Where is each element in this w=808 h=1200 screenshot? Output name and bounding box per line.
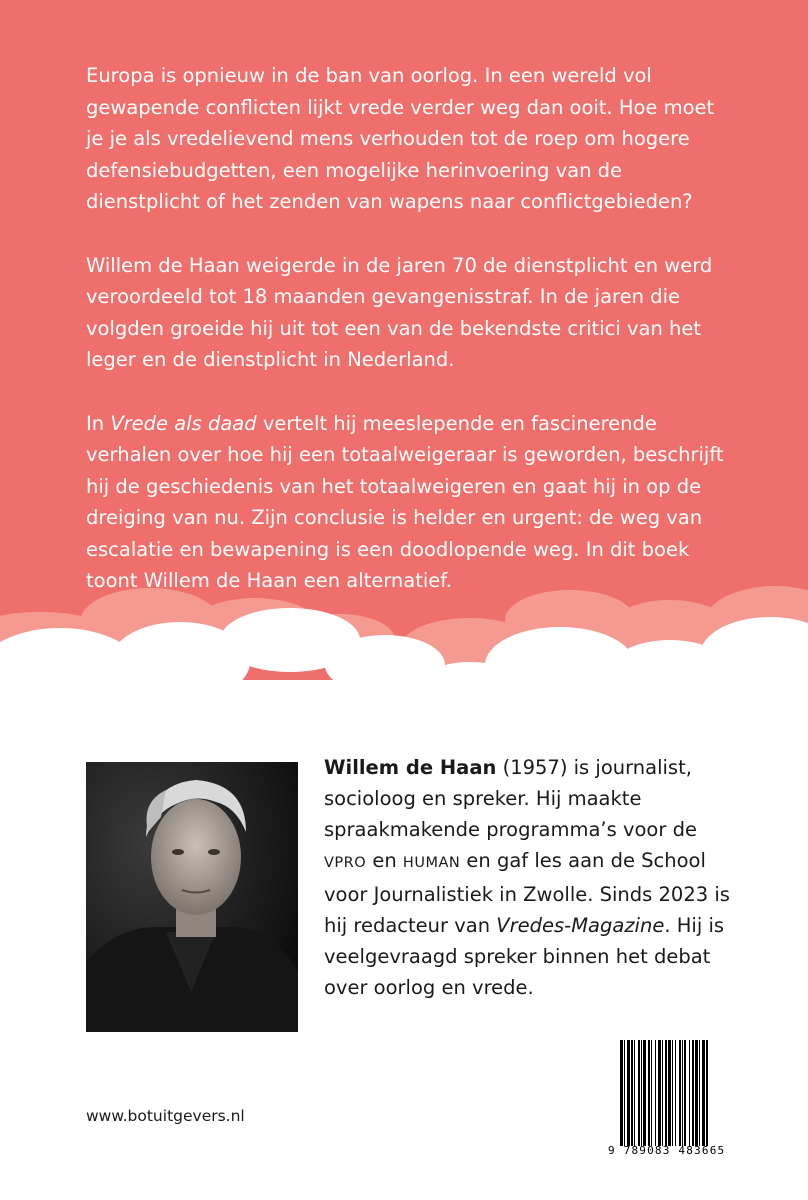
publisher-url: www.botuitgevers.nl xyxy=(86,1107,245,1125)
bio-text-1: (1957) is journalist, socioloog en spreker. Hij maakte spraakmakende programma’s voor de xyxy=(324,756,697,841)
bio-text-2: en xyxy=(366,849,403,872)
author-bio xyxy=(324,752,744,1003)
author-photo xyxy=(86,762,298,1032)
blurb-paragraph-1: Europa is opnieuw in de ban van oorlog. In een wereld vol gewapende conflicten lijkt vrede verder weg dan ooit. Hoe moet je je als vredelievend mens verhouden tot de roep om hogere defensiebudgetten, een mogelijke herinvoering van de dienstplicht of het zenden van wapens naar conflictgebieden? xyxy=(86,64,715,213)
bio-text-4: . Hij is veelgevraagd spreker binnen het debat over oorlog en vrede. xyxy=(324,914,725,999)
bio-text-3: en gaf les aan de School voor Journalistiek in Zwolle. Sinds 2023 is hij redacteur van xyxy=(324,849,730,937)
barcode-bar xyxy=(706,1040,708,1146)
isbn-number: 9 789083 483665 xyxy=(608,1144,726,1157)
human-name: HUMAN xyxy=(402,855,461,871)
author-portrait-icon xyxy=(86,762,298,1032)
book-title: Vrede als daad xyxy=(110,411,257,435)
isbn-barcode xyxy=(608,1040,766,1158)
blurb-paragraph-3 xyxy=(86,408,726,597)
barcode-bars-icon xyxy=(620,1040,766,1146)
vpro-name: VPRO xyxy=(324,855,367,871)
author-name: Willem de Haan xyxy=(324,756,497,779)
blurb-p3-rest: vertelt hij meeslepende en fascinerende verhalen over hoe hij een totaalweigeraar is geworden, beschrijft hij de geschiedenis van het totaalweigeren en gaat hij in op de dreiging van nu. Zijn conclusie is helder en urgent: de weg van escalatie en bewapening is een doodlopende weg. In dit boek toont Willem de Haan een alternatief. xyxy=(86,411,724,592)
back-cover-blurb xyxy=(86,60,726,629)
magazine-name: Vredes-Magazine xyxy=(496,914,665,937)
blurb-p3-prefix: In xyxy=(86,411,111,435)
blurb-paragraph-2: Willem de Haan weigerde in de jaren 70 de dienstplicht en werd veroordeeld tot 18 maanden gevangenisstraf. In de jaren die volgden groeide hij uit tot een van de bekendste critici van het leger en de dienstplicht in Nederland. xyxy=(86,253,713,371)
